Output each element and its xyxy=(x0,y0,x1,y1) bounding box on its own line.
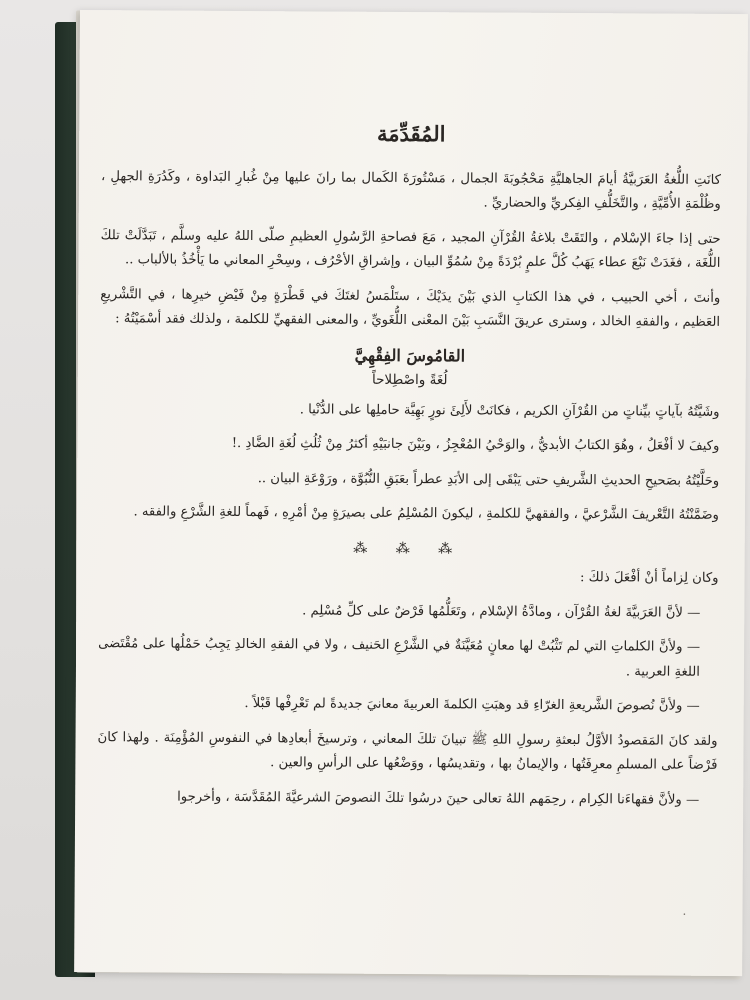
reason-paragraph-1: — لأنَّ العَرَبيَّةَ لغةُ القُرْآن ، ومادَّةُ الإسْلام ، وتَعَلُّمُها فَرْضٌ على كلِّ مُسْلِم . xyxy=(302,602,701,621)
book-page xyxy=(74,10,748,976)
intro-paragraph-2: حتى إذا جاءَ الإسْلام ، والتَقَتْ بلاغةُ القُرْآنِ المجيد ، مَعَ فصاحةِ الرَّسُولِ العظيمِ صلّى اللهُ عليه وسلَّم ، تَبَدَّلَتْ تلكَ اللُّغَة ، فغَدَتْ نَبْعَ عطاء يَهَبُ كُلَّ علمٍ بُرْدَةً مِنْ سُمُوِّ البيان ، وإشراقِ الأحْرُف ، وسِحْرِ المعاني ما يَأْخُذُ بالألباب .. xyxy=(100,227,721,271)
book-name-caption: لُغَةً واصْطِلاحاً xyxy=(371,371,448,389)
middle-paragraph-2: وكيفَ لا أفْعَلُ ، وهُوَ الكتابُ الأبديُّ ، والوَحْيُ المُعْجِزُ ، وبَيْنَ جانبَيْهِ أكثرُ مِنْ ثُلُثِ لُغَةِ الضَّادِ .! xyxy=(231,435,720,454)
middle-paragraph-3: وحَلَّيْتُهُ بصَحيحِ الحديثِ الشَّريفِ حتى يَبْقَى إلى الأبَدِ عطراً بعَبَقِ النُّبُوَّة ، ورَوْعَةِ البيان .. xyxy=(257,470,720,489)
separator-star-2: ⁂ xyxy=(395,540,422,557)
closing-paragraph-2: — ولأنَّ فقهاءَنا الكِرام ، رحِمَهم اللهُ تعالى حينَ درسُوا تلكَ النصوصَ الشرعيَّةَ المُقَدَّسَة ، وأخرجوا xyxy=(177,789,700,808)
lead-in-line: وكان لِزاماً أنْ أفْعَلَ ذلكَ : xyxy=(580,570,719,586)
page-text xyxy=(97,120,721,823)
reason-paragraph-2: — ولأنَّ الكلماتِ التي لم تَثْبُتْ لها معانٍ مُعَيَّنَةٌ في الشَّرْعِ الحَنيف ، ولا في الفقهِ الخالدِ يَجِبُ حَمْلُها على مُقْتَضى اللغةِ العربية . xyxy=(98,636,701,680)
closing-paragraph-1: ولقد كانَ المَقصودُ الأوَّلُ لبعثةِ رسولِ اللهِ ﷺ تبيانَ تلكَ المعاني ، وترسيخَ أبعادِها في النفوسِ المُؤْمِنَة . ولهذا كانَ فَرْضاً على المسلمِ معرِفَتُها ، والإيمانُ بها ، وتقديسُها ، ووَضْعُها على الرأسِ والعين . xyxy=(97,729,718,773)
intro-paragraph-1: كانَتِ اللُّغةُ العَرَبيَّةُ أيامَ الجاهليَّةِ مَحْجُوبَةَ الجمال ، مَسْتُورَةَ الكَمال بما رانَ عليها مِنْ غُبارِ البَداوة ، وكَدُرَةِ الجهلِ ، وظُلْمَةِ الأُمِّيَّةِ ، والتَّخَلُّفِ الفِكريِّ والحضاريِّ . xyxy=(100,168,722,212)
page-title: المُقَدِّمَة xyxy=(376,120,446,147)
middle-paragraph-4: وضَمَّنْتُهُ التَّعْريفَ الشَّرْعيَّ ، والفقهيَّ للكلمةِ ، ليكونَ المُسْلِمُ على بصيرَةٍ مِنْ أمْرِهِ ، فَهماً للغةِ الشَّرْعِ والفقه . xyxy=(133,504,719,523)
intro-paragraph-3: وأنتَ ، أخي الحبيب ، في هذا الكتابِ الذي بَيْنَ يدَيْكَ ، ستَلْمَسُ لغتَكَ في قَطْرَةٍ مِنْ فَيْضِ خيرِها ، في التَّشْريعِ العَظيم ، والفقهِ الخالد ، وسترى عريقَ النَّسَبِ بَيْنَ المعْنى اللُّغَويِّ ، والمعنى الفقهيِّ للكلمة ، ولذلك فقد أسْمَيْتُهُ : xyxy=(100,286,721,330)
separator-star-3: ⁂ xyxy=(438,540,465,557)
middle-paragraph-1: وشَيَّتُهُ بآياتٍ بيِّناتٍ من القُرْآنِ الكريم ، فكانَتْ لأَلِئَ نورٍ بَهِيَّة حاملِها على الدُّنْيا . xyxy=(299,401,720,420)
reason-paragraph-3: — ولأنَّ نُصوصَ الشَّريعةِ الغرّاءِ قد وهبَتِ الكلمةَ العربيةَ معانيَ جديدةً لم تَعْرِفْها قَبْلاً . xyxy=(244,696,700,714)
separator-star-1: ⁂ xyxy=(353,540,380,557)
book-name-heading: القامُوسَ الفِقْهِيَّ xyxy=(354,345,466,365)
section-separator xyxy=(99,535,719,563)
page-mark: . xyxy=(682,903,687,918)
